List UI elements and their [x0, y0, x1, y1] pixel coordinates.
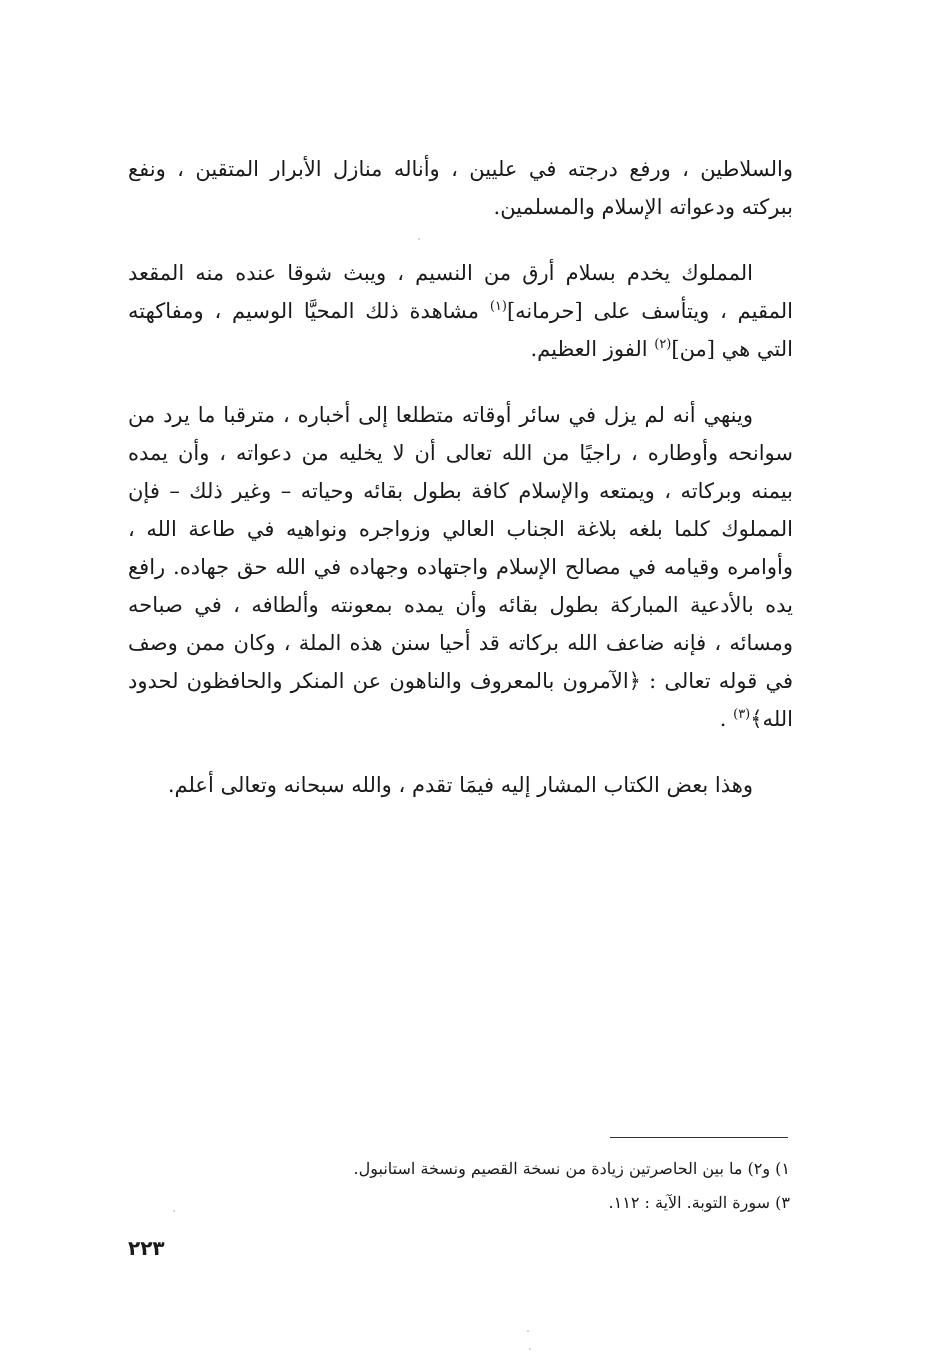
paragraph-3	[128, 396, 793, 738]
paragraph-2-part-3: الفوز العظيم.	[530, 337, 655, 361]
footnote-1: ١) و٢) ما بين الحاصرتين زيادة من نسخة القصيم ونسخة استانبول.	[353, 1159, 790, 1178]
paragraph-2-part-2: مشاهدة ذلك المحيَّا الوسيم ، ومفاكهته التي هي [من]	[128, 299, 793, 361]
footnote-divider	[610, 1137, 788, 1138]
scan-speck	[418, 238, 420, 240]
paragraph-4: وهذا بعض الكتاب المشار إليه فيمَا تقدم ، والله سبحانه وتعالى أعلم.	[167, 773, 753, 797]
footnote-2: ٣) سورة التوبة. الآية : ١١٢.	[608, 1193, 790, 1212]
footnote-marker-1: (١)	[489, 299, 507, 314]
footnote-marker-2: (٢)	[654, 337, 672, 352]
scan-speck	[529, 1348, 531, 1350]
paragraph-2	[128, 254, 793, 368]
paragraph-3-part-2: .	[719, 707, 734, 731]
scan-speck	[173, 1210, 175, 1212]
paragraph-2-part-1: المملوك يخدم بسلام أرق من النسيم ، ويبث شوقا عنده منه المقعد المقيم ، ويتأسف على [حرمانه]	[128, 261, 793, 323]
page-number: ٢٢٣	[128, 1236, 165, 1260]
footnote-marker-3: (٣)	[733, 707, 751, 722]
main-text	[128, 150, 793, 832]
paragraph-1: والسلاطين ، ورفع درجته في عليين ، وأناله منازل الأبرار المتقين ، ونفع ببركته ودعواته الإسلام والمسلمين.	[128, 157, 793, 219]
scan-speck	[527, 1330, 529, 1332]
paragraph-3-part-1: وينهي أنه لم يزل في سائر أوقاته متطلعا إلى أخباره ، مترقبا ما يرد من سوانحه وأوطاره ، راجيًا من الله تعالى أن لا يخليه من دعواته ، وأن يمده بيمنه وبركاته ، ويمتعه والإسلام كافة بطول بقائه وحياته – وغير ذلك – فإن المملوك كلما بلغه بلاغة الجناب العالي وزواجره ونواهيه في طاعة الله ، وأوامره وقيامه في مصالح الإسلام واجتهاده وجهاده في الله حق جهاده. رافع يده بالأدعية المباركة بطول بقائه وأن يمده بمعونته وألطافه ، في صباحه ومسائه ، فإنه ضاعف الله بركاته قد أحيا سنن هذه الملة ، وكان ممن وصف في قوله تعالى : ﴿الآمرون بالمعروف والناهون عن المنكر والحافظون لحدود الله﴾	[128, 403, 793, 731]
footnotes	[200, 1152, 790, 1220]
